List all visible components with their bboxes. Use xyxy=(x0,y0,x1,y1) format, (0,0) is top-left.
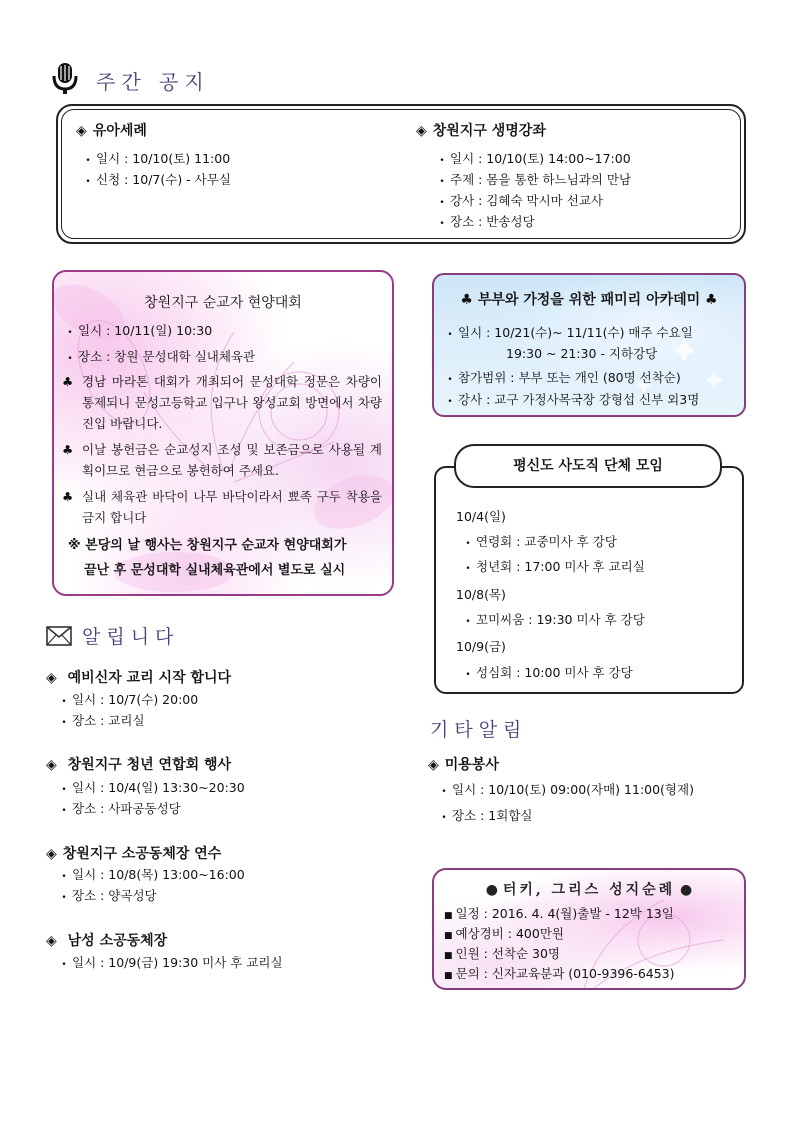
notice-header xyxy=(46,622,246,652)
club-icon: ♣ xyxy=(62,442,74,457)
pilgrimage-title: ● 터키, 그리스 성지순례 ● xyxy=(485,882,693,898)
diamond-icon: ◈ xyxy=(46,846,57,862)
list-item: • 강사 : 김혜숙 막시마 선교사 xyxy=(439,193,603,208)
diamond-icon: ◈ xyxy=(46,670,57,686)
envelope-icon xyxy=(46,626,72,646)
list-item: • 장소 : 창원 문성대학 실내체육관 xyxy=(67,349,256,364)
martyr-title: 창원지구 순교자 현양대회 xyxy=(144,295,302,311)
list-item: • 일시 : 10/10(토) 09:00(자매) 11:00(형제) xyxy=(441,782,694,797)
diamond-icon: ◈ xyxy=(428,757,439,773)
group-date: 10/4(일) xyxy=(456,509,506,524)
list-item: • 일시 : 10/9(금) 19:30 미사 후 교리실 xyxy=(61,955,283,970)
list-item: ■ 문의 : 신자교육분과 (010-9396-6453) xyxy=(444,966,675,981)
notice-title: 알립니다 xyxy=(82,626,180,648)
life-lecture-heading: ◈ 창원지구 생명강좌 xyxy=(416,123,546,139)
other-title: 기타알림 xyxy=(430,719,528,741)
list-item: • 일시 : 10/10(토) 11:00 xyxy=(85,151,231,166)
list-item: • 일시 : 10/10(토) 14:00~17:00 xyxy=(439,151,631,166)
weekly-header xyxy=(50,62,250,98)
family-title: ♣ 부부와 가정을 위한 패미리 아카데미 ♣ xyxy=(460,292,718,308)
notice-heading-community: ◈ 창원지구 소공동체장 연수 xyxy=(46,846,222,862)
diamond-icon: ◈ xyxy=(76,123,87,139)
list-item: • 강사 : 교구 가정사목국장 강형섭 신부 외3명 xyxy=(447,392,700,407)
list-item: • 일시 : 10/11(일) 10:30 xyxy=(67,323,213,338)
list-item: • 신청 : 10/7(수) - 사무실 xyxy=(85,172,231,187)
list-item: • 일시 : 10/7(수) 20:00 xyxy=(61,692,199,707)
square-bullet-icon: ■ xyxy=(444,931,453,941)
list-item: ■ 예상경비 : 400만원 xyxy=(444,926,564,941)
list-item: • 성심회 : 10:00 미사 후 강당 xyxy=(465,665,633,680)
note-item: ♣ 이날 봉헌금은 순교성지 조성 및 보존금으로 사용될 계획이므로 현금으로 봉헌하여 주세요. xyxy=(62,439,382,481)
list-item: • 참가범위 : 부부 또는 개인 (80명 선착순) xyxy=(447,370,681,385)
list-item: • 일시 : 10/8(목) 13:00~16:00 xyxy=(61,867,245,882)
note-item: ♣ 실내 체육관 바닥이 나무 바닥이라서 뾰족 구두 착용을 금지 합니다 xyxy=(62,486,382,528)
list-item: • 장소 : 양곡성당 xyxy=(61,888,157,903)
list-item: • 연령회 : 교중미사 후 강당 xyxy=(465,534,617,549)
martyr-final-line-2: 끝난 후 문성대학 실내체육관에서 별도로 실시 xyxy=(84,563,346,578)
notice-heading-youth: ◈ 창원지구 청년 연합회 행사 xyxy=(46,757,232,773)
weekly-box xyxy=(56,104,746,244)
list-item: ■ 일정 : 2016. 4. 4(월)출발 - 12박 13일 xyxy=(444,906,674,921)
groups-box xyxy=(434,466,744,694)
bullet-icon: ● xyxy=(485,882,498,898)
club-icon: ♣ xyxy=(62,374,74,389)
list-item-continuation: 19:30 ~ 21:30 - 지하강당 xyxy=(506,346,658,361)
list-item: • 일시 : 10/4(일) 13:30~20:30 xyxy=(61,780,245,795)
square-bullet-icon: ■ xyxy=(444,951,453,961)
diamond-icon: ◈ xyxy=(46,757,57,773)
groups-title-tab xyxy=(454,444,722,488)
club-icon: ♣ xyxy=(62,489,74,504)
weekly-title: 주간 공지 xyxy=(96,70,210,94)
list-item: • 꼬미씨움 : 19:30 미사 후 강당 xyxy=(465,612,645,627)
list-item: • 청년회 : 17:00 미사 후 교리실 xyxy=(465,559,645,574)
microphone-icon xyxy=(50,62,80,96)
notice-heading-men: ◈ 남성 소공동체장 xyxy=(46,933,168,949)
list-item: • 장소 : 사파공동성당 xyxy=(61,801,181,816)
family-academy-box xyxy=(432,273,746,417)
list-item: • 장소 : 1회합실 xyxy=(441,808,533,823)
notice-heading-catechumen: ◈ 예비신자 교리 시작 합니다 xyxy=(46,670,232,686)
group-date: 10/8(목) xyxy=(456,587,506,602)
martyr-final-line-1: ※ 본당의 날 행사는 창원지구 순교자 현양대회가 xyxy=(68,538,347,553)
groups-title: 평신도 사도직 단체 모임 xyxy=(513,458,663,474)
group-date: 10/9(금) xyxy=(456,639,506,654)
other-heading: ◈ 미용봉사 xyxy=(428,757,499,773)
list-item: • 일시 : 10/21(수)~ 11/11(수) 매주 수요일 xyxy=(447,325,693,340)
note-item: ♣ 경남 마라톤 대회가 개최되어 문성대학 정문은 차량이 통제되니 문성고등학교 입구나 왕성교회 방면에서 차량 진입 바랍니다. xyxy=(62,371,382,434)
diamond-icon: ◈ xyxy=(46,933,57,949)
square-bullet-icon: ■ xyxy=(444,911,453,921)
list-item: • 장소 : 반송성당 xyxy=(439,214,535,229)
list-item: • 장소 : 교리실 xyxy=(61,713,145,728)
square-bullet-icon: ■ xyxy=(444,971,453,981)
bullet-icon: ● xyxy=(680,882,693,898)
infant-baptism-heading: ◈ 유아세례 xyxy=(76,123,147,139)
diamond-icon: ◈ xyxy=(416,123,427,139)
club-icon: ♣ xyxy=(705,292,718,308)
list-item: ■ 인원 : 선착순 30명 xyxy=(444,946,561,961)
list-item: • 주제 : 몸을 통한 하느님과의 만남 xyxy=(439,172,632,187)
martyr-box xyxy=(52,270,394,596)
club-icon: ♣ xyxy=(460,292,473,308)
pilgrimage-box xyxy=(432,868,746,990)
